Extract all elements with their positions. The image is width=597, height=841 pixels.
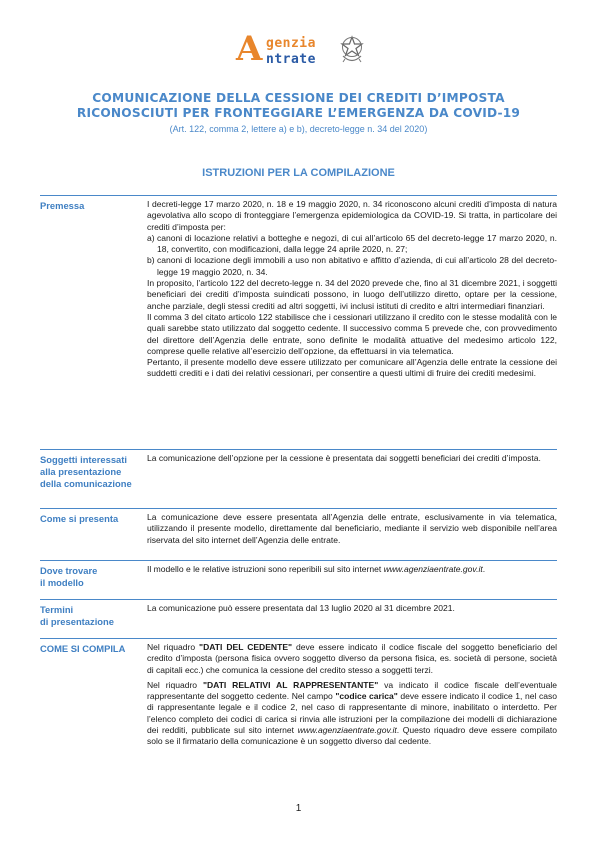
page-number: 1 <box>295 803 302 814</box>
section-come-si-compila <box>40 638 558 747</box>
label-line: il modello <box>40 577 84 588</box>
premessa-paragraph: Il comma 3 del citato articolo 122 stabilisce che i cessionari utilizzano il credito con le stesse modalità con le quali sarebbe stato utilizzato dal soggetto cedente. Il successivo comma 5 prevede che, con provvedimento del direttore dell’Agenzia delle entrate, sono definite le modalità attuative del medesimo articolo 122, comprese quelle relative all’esercizio dell’opzione, da effettuarsi in via telematica. <box>147 311 557 356</box>
section-label-premessa: Premessa <box>40 200 85 211</box>
label-line: Termini <box>40 604 74 615</box>
text-run: Nel riquadro <box>147 642 196 652</box>
section-label-come-compila: COME SI COMPILA <box>40 643 126 654</box>
section-label-soggetti <box>40 454 140 490</box>
field-name-dati-rappresentante: "DATI RELATIVI AL RAPPRESENTANTE" <box>202 679 379 690</box>
premessa-paragraph: In proposito, l’articolo 122 del decreto-legge n. 34 del 2020 prevede che, fino al 31 dicembre 2021, i soggetti beneficiari dei crediti d’imposta suindicati possono, in luogo dell’utilizzo diretto, optare per la cessione, anche parziale, degli stessi crediti ad altri soggetti, ivi inclusi istituti di credito e altri intermediari finanziari. <box>147 278 557 311</box>
text-run: Nel riquadro <box>147 679 198 690</box>
section-content-termini <box>147 603 557 614</box>
text-run: . Questo riquadro deve essere compilato solo se il firmatario della comunicazione è un soggetto diverso dal cedente. <box>147 725 557 747</box>
text-run: deve essere indicato il codice 1, nel caso di rappresentante legale e il codice 2, nel caso di rappresentante di minore, inabilitato o interdetto. Per l’elenco completo dei codici di carica si rinvia alle istruzioni per la compilazione dei modelli di dichiarazione dei redditi, pubblicate sul sito internet <box>147 691 558 736</box>
section-content-come-compila <box>147 642 557 748</box>
document-title-line2: RICONOSCIUTI PER FRONTEGGIARE L’EMERGENZA DA COVID-19 <box>76 106 521 120</box>
republic-emblem-icon <box>338 34 366 66</box>
section-content-soggetti <box>147 453 557 464</box>
header <box>0 30 597 78</box>
section-content-dove-trovare <box>147 564 557 575</box>
premessa-paragraph: I decreti-legge 17 marzo 2020, n. 18 e 19 maggio 2020, n. 34 riconoscono alcuni crediti d’imposta di natura agevolativa allo scopo di fronteggiare l’emergenza epidemiologica da COVID-19. Si tratta, in particolare dei crediti d’imposta per: <box>147 199 557 232</box>
logo-initial-a: A <box>236 29 263 69</box>
section-soggetti-interessati <box>40 449 557 489</box>
text-run: deve essere indicato il codice fiscale del soggetto beneficiario del credito d’imposta (persona fisica ovvero soggetto diverso da persona fisica, es. società di persone, società di capitali ecc.) che comunica la cessione del credito stesso a soggetti terzi. <box>147 642 558 675</box>
compila-paragraph <box>147 680 557 748</box>
dove-trovare-text <box>147 564 557 575</box>
label-line: della comunicazione <box>40 478 132 489</box>
list-item <box>147 233 557 256</box>
label-line: Dove trovare <box>40 565 98 576</box>
come-presenta-text: La comunicazione deve essere presentata all’Agenzia delle entrate, esclusivamente in via telematica, utilizzando il presente modello, direttamente dal beneficiario, mediante il servizio web disponibile nell’area riservata del sito internet dell’Agenzia delle entrate. <box>147 512 557 545</box>
logo-word-entrate: ntrate <box>266 52 316 67</box>
section-content-premessa <box>147 199 557 380</box>
section-label-dove-trovare <box>40 565 140 589</box>
logo-word-agenzia: genzia <box>266 36 316 51</box>
field-name-codice-carica: "codice carica" <box>335 691 398 702</box>
list-item-text: canoni di locazione relativi a botteghe e negozi, di cui all’articolo 65 del decreto-legge 17 marzo 2020, n. 18, convertito, con modificazioni, dalla legge 24 aprile 2020, n. 27; <box>157 232 557 255</box>
website-link[interactable]: www.agenziaentrate.gov.it <box>297 725 397 736</box>
section-label-come-presenta: Come si presenta <box>40 513 119 524</box>
section-content-come-presenta <box>147 512 557 546</box>
soggetti-text: La comunicazione dell’opzione per la cessione è presentata dai soggetti beneficiari dei crediti d’imposta. <box>147 453 541 463</box>
label-line: Soggetti interessati <box>40 454 127 465</box>
list-item-key: a) <box>147 232 155 243</box>
sentence-end: . <box>482 564 486 574</box>
section-termini <box>40 599 557 627</box>
compila-paragraph <box>147 642 557 676</box>
list-item-text: canoni di locazione degli immobili a uso non abitativo e affitto d’azienda, di cui all’articolo 28 del decreto-legge 19 maggio 2020, n. 34. <box>157 255 557 277</box>
list-item-key: b) <box>147 255 155 266</box>
list-item <box>147 255 557 278</box>
label-line: di presentazione <box>40 616 114 627</box>
field-name-dati-cedente: "DATI DEL CEDENTE" <box>199 642 293 652</box>
label-line: alla presentazione <box>40 466 122 477</box>
section-premessa <box>40 195 557 379</box>
section-label-termini <box>40 604 140 628</box>
document-title-line1: COMUNICAZIONE DELLA CESSIONE DEI CREDITI D’IMPOSTA <box>92 91 505 105</box>
dove-trovare-sentence: Il modello e le relative istruzioni sono reperibili sul sito internet <box>147 564 382 574</box>
premessa-paragraph: Pertanto, il presente modello deve essere utilizzato per comunicare all’Agenzia delle entrate la cessione dei suddetti crediti e i dati dei relativi cessionari, per consentire a questi ultimi di fruire dei crediti medesimi. <box>147 357 557 379</box>
termini-text: La comunicazione può essere presentata dal 13 luglio 2020 al 31 dicembre 2021. <box>147 603 455 613</box>
document-subtitle: (Art. 122, comma 2, lettere a) e b), decreto-legge n. 34 del 2020) <box>169 124 428 134</box>
section-come-si-presenta <box>40 508 557 545</box>
istruzioni-heading: ISTRUZIONI PER LA COMPILAZIONE <box>202 167 395 179</box>
section-dove-trovare <box>40 560 557 588</box>
website-link[interactable]: www.agenziaentrate.gov.it <box>383 564 483 574</box>
text-run: va indicato il codice fiscale dell’eventuale rappresentante del soggetto cedente. Nel campo <box>147 679 558 702</box>
